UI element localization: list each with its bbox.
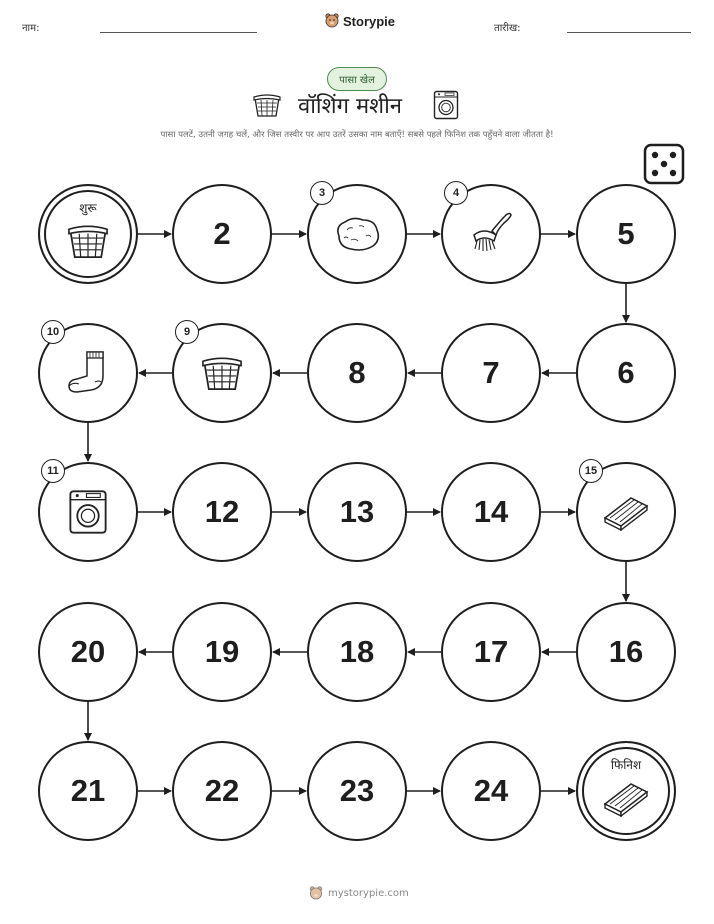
board-cell	[576, 602, 676, 702]
board-cell	[441, 323, 541, 423]
date-label: तारीख:	[494, 23, 521, 34]
cell-number: 14	[473, 494, 509, 529]
cell-number: 18	[339, 634, 375, 669]
cell-number: 2	[213, 216, 231, 251]
cell-number-badge: 15	[579, 459, 603, 483]
instructions: पासा पलटें, उतनी जगह चलें, और जिस तस्वीर पर आप उतरें उसका नाम बताएँ! सबसे पहले फिनिश तक पहुँचने वाला जीतता है!	[160, 130, 554, 140]
brand-name: Storypie	[343, 13, 396, 29]
board-cell	[441, 741, 541, 841]
laundry-basket-icon	[66, 221, 110, 261]
cell-number: 16	[608, 634, 644, 669]
cell-number: 5	[617, 216, 635, 251]
board-cell	[307, 741, 407, 841]
board-cell	[307, 462, 407, 562]
cell-number: 17	[473, 634, 509, 669]
board-cell	[38, 602, 138, 702]
folded-cloth-icon	[601, 778, 651, 818]
cell-number-badge: 11	[41, 459, 65, 483]
finish-cell	[576, 741, 676, 841]
laundry-basket-icon	[200, 353, 244, 393]
start-cell	[38, 184, 138, 284]
game-type-tag: पासा खेल	[327, 67, 387, 91]
board-cell	[307, 602, 407, 702]
cell-number: 23	[339, 773, 375, 808]
cell-number: 12	[204, 494, 240, 529]
cell-number: 6	[617, 355, 635, 390]
washing-machine-icon	[68, 489, 108, 535]
name-label: नाम:	[22, 23, 40, 34]
cell-number: 13	[339, 494, 375, 529]
board-cell	[441, 462, 541, 562]
cell-number-badge: 10	[41, 320, 65, 344]
board-cell	[576, 323, 676, 423]
scrub-brush-icon	[466, 209, 516, 259]
stain-blob-icon	[331, 214, 383, 254]
board-cell	[172, 184, 272, 284]
cell-number-badge: 3	[310, 181, 334, 205]
cell-number: 21	[70, 773, 106, 808]
sock-icon	[65, 348, 111, 398]
footer	[309, 886, 409, 901]
board-cell	[172, 741, 272, 841]
cell-number: 7	[482, 355, 500, 390]
bear-logo-icon	[309, 886, 323, 901]
board-cell	[576, 184, 676, 284]
page-title: वॉशिंग मशीन	[298, 94, 402, 119]
cell-number: 24	[473, 773, 509, 808]
cell-number: 22	[204, 773, 240, 808]
cell-number: 20	[70, 634, 106, 669]
start-label: शुरू	[79, 201, 97, 215]
cell-number: 19	[204, 634, 240, 669]
board-cell	[172, 462, 272, 562]
footer-url[interactable]: mystorypie.com	[328, 888, 409, 899]
folded-cloth-icon	[601, 492, 651, 532]
board-cell	[307, 323, 407, 423]
board-cell	[172, 602, 272, 702]
finish-label: फिनिश	[610, 758, 642, 772]
cell-number: 8	[348, 355, 366, 390]
cell-number-badge: 4	[444, 181, 468, 205]
board-cell	[38, 741, 138, 841]
board-cell	[441, 602, 541, 702]
cell-number-badge: 9	[175, 320, 199, 344]
